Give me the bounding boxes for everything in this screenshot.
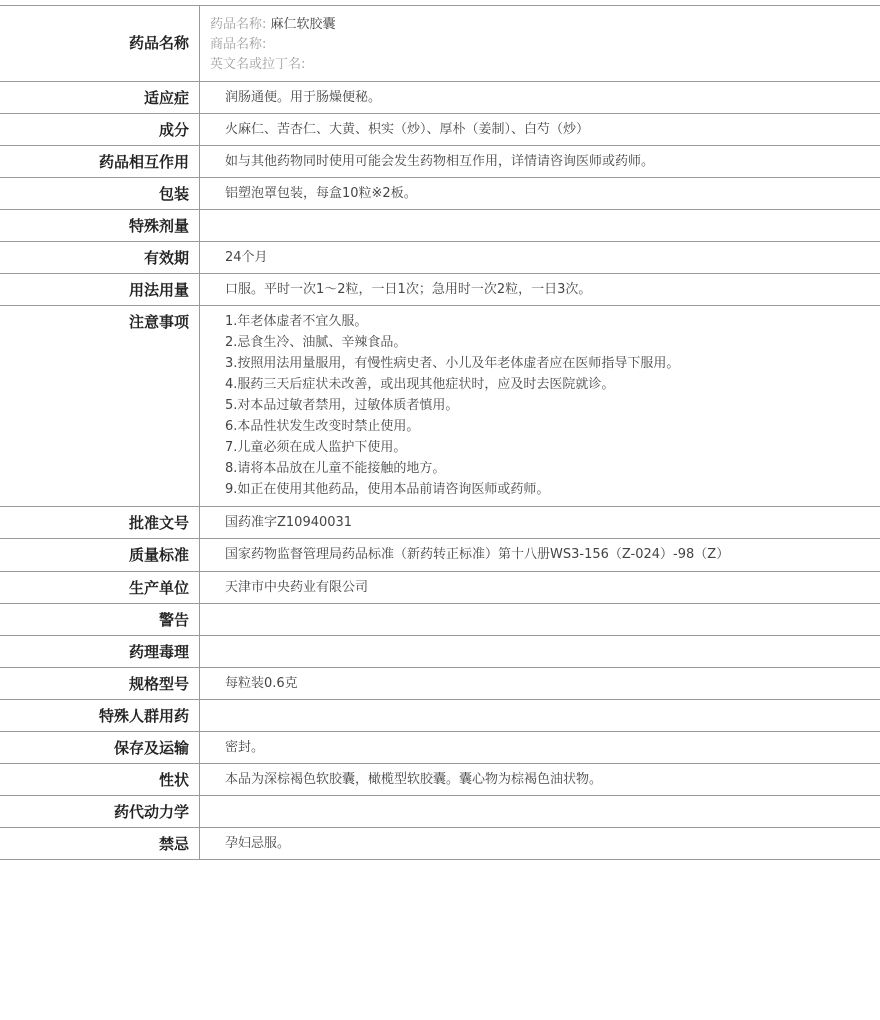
english-name-label: 英文名或拉丁名: — [210, 57, 306, 72]
row-special-groups — [0, 700, 880, 732]
dosage-label: 用法用量 — [0, 274, 200, 305]
row-shelf-life — [0, 242, 880, 274]
special-dose-value — [200, 210, 880, 241]
precaution-item: 2.忌食生冷、油腻、辛辣食品。 — [225, 335, 407, 350]
standard-label: 质量标准 — [0, 539, 200, 571]
row-contraindications — [0, 828, 880, 860]
contraindications-label: 禁忌 — [0, 828, 200, 859]
row-warning — [0, 604, 880, 636]
storage-value: 密封。 — [225, 740, 265, 755]
precaution-item: 9.如正在使用其他药品，使用本品前请咨询医师或药师。 — [225, 482, 550, 497]
approval-value: 国药准字Z10940031 — [225, 515, 353, 530]
special-dose-label: 特殊剂量 — [0, 210, 200, 241]
indication-value: 润肠通便。用于肠燥便秘。 — [225, 90, 382, 105]
row-standard — [0, 539, 880, 572]
special-groups-label: 特殊人群用药 — [0, 700, 200, 731]
shelf-life-label: 有效期 — [0, 242, 200, 273]
row-pharmacokinetics — [0, 796, 880, 828]
row-special-dose — [0, 210, 880, 242]
row-spec — [0, 668, 880, 700]
precaution-item: 8.请将本品放在儿童不能接触的地方。 — [225, 461, 446, 476]
row-toxicology — [0, 636, 880, 668]
row-interactions — [0, 146, 880, 178]
generic-name-value: 麻仁软胶囊 — [270, 17, 336, 32]
interactions-label: 药品相互作用 — [0, 146, 200, 177]
row-precautions — [0, 306, 880, 507]
approval-label: 批准文号 — [0, 507, 200, 538]
packaging-value: 铝塑泡罩包装，每盒10粒※2板。 — [225, 186, 417, 201]
toxicology-label: 药理毒理 — [0, 636, 200, 667]
generic-name-label: 药品名称: — [210, 17, 267, 32]
pharmacokinetics-label: 药代动力学 — [0, 796, 200, 827]
row-packaging — [0, 178, 880, 210]
indication-label: 适应症 — [0, 82, 200, 113]
standard-value: 国家药物监督管理局药品标准（新药转正标准）第十八册WS3-156（Z-024）-98（Z） — [225, 547, 730, 562]
drug-info-table — [0, 5, 880, 860]
row-approval — [0, 507, 880, 539]
trade-name-label: 商品名称: — [210, 37, 267, 52]
ingredients-value: 火麻仁、苦杏仁、大黄、枳实（炒）、厚朴（姜制）、白芍（炒） — [225, 122, 590, 137]
spec-label: 规格型号 — [0, 668, 200, 699]
ingredients-label: 成分 — [0, 114, 200, 145]
dosage-value: 口服。平时一次1～2粒，一日1次；急用时一次2粒，一日3次。 — [225, 282, 592, 297]
row-indication — [0, 82, 880, 114]
precaution-item: 7.儿童必须在成人监护下使用。 — [225, 440, 407, 455]
special-groups-value — [200, 700, 880, 731]
row-storage — [0, 732, 880, 764]
pharmacokinetics-value — [200, 796, 880, 827]
precaution-item: 4.服药三天后症状未改善，或出现其他症状时，应及时去医院就诊。 — [225, 377, 615, 392]
drug-name-values — [200, 6, 880, 81]
toxicology-value — [200, 636, 880, 667]
warning-value — [200, 604, 880, 635]
appearance-value: 本品为深棕褐色软胶囊，橄榄型软胶囊。囊心物为棕褐色油状物。 — [225, 772, 603, 787]
interactions-value: 如与其他药物同时使用可能会发生药物相互作用，详情请咨询医师或药师。 — [225, 154, 655, 169]
shelf-life-value: 24个月 — [225, 250, 268, 265]
row-ingredients — [0, 114, 880, 146]
warning-label: 警告 — [0, 604, 200, 635]
packaging-label: 包装 — [0, 178, 200, 209]
precautions-label: 注意事项 — [0, 306, 200, 506]
storage-label: 保存及运输 — [0, 732, 200, 763]
manufacturer-label: 生产单位 — [0, 572, 200, 603]
drug-name-label: 药品名称 — [0, 6, 200, 81]
precaution-item: 3.按照用法用量服用，有慢性病史者、小儿及年老体虚者应在医师指导下服用。 — [225, 356, 680, 371]
row-manufacturer — [0, 572, 880, 604]
manufacturer-value: 天津市中央药业有限公司 — [225, 580, 369, 595]
precaution-item: 5.对本品过敏者禁用，过敏体质者慎用。 — [225, 398, 459, 413]
row-drug-name — [0, 6, 880, 82]
spec-value: 每粒装0.6克 — [225, 676, 298, 691]
precaution-item: 1.年老体虚者不宜久服。 — [225, 314, 368, 329]
row-appearance — [0, 764, 880, 796]
appearance-label: 性状 — [0, 764, 200, 795]
generic-name-line — [210, 15, 870, 35]
precautions-list — [200, 306, 880, 506]
contraindications-value: 孕妇忌服。 — [225, 836, 291, 851]
row-dosage — [0, 274, 880, 306]
precaution-item: 6.本品性状发生改变时禁止使用。 — [225, 419, 420, 434]
